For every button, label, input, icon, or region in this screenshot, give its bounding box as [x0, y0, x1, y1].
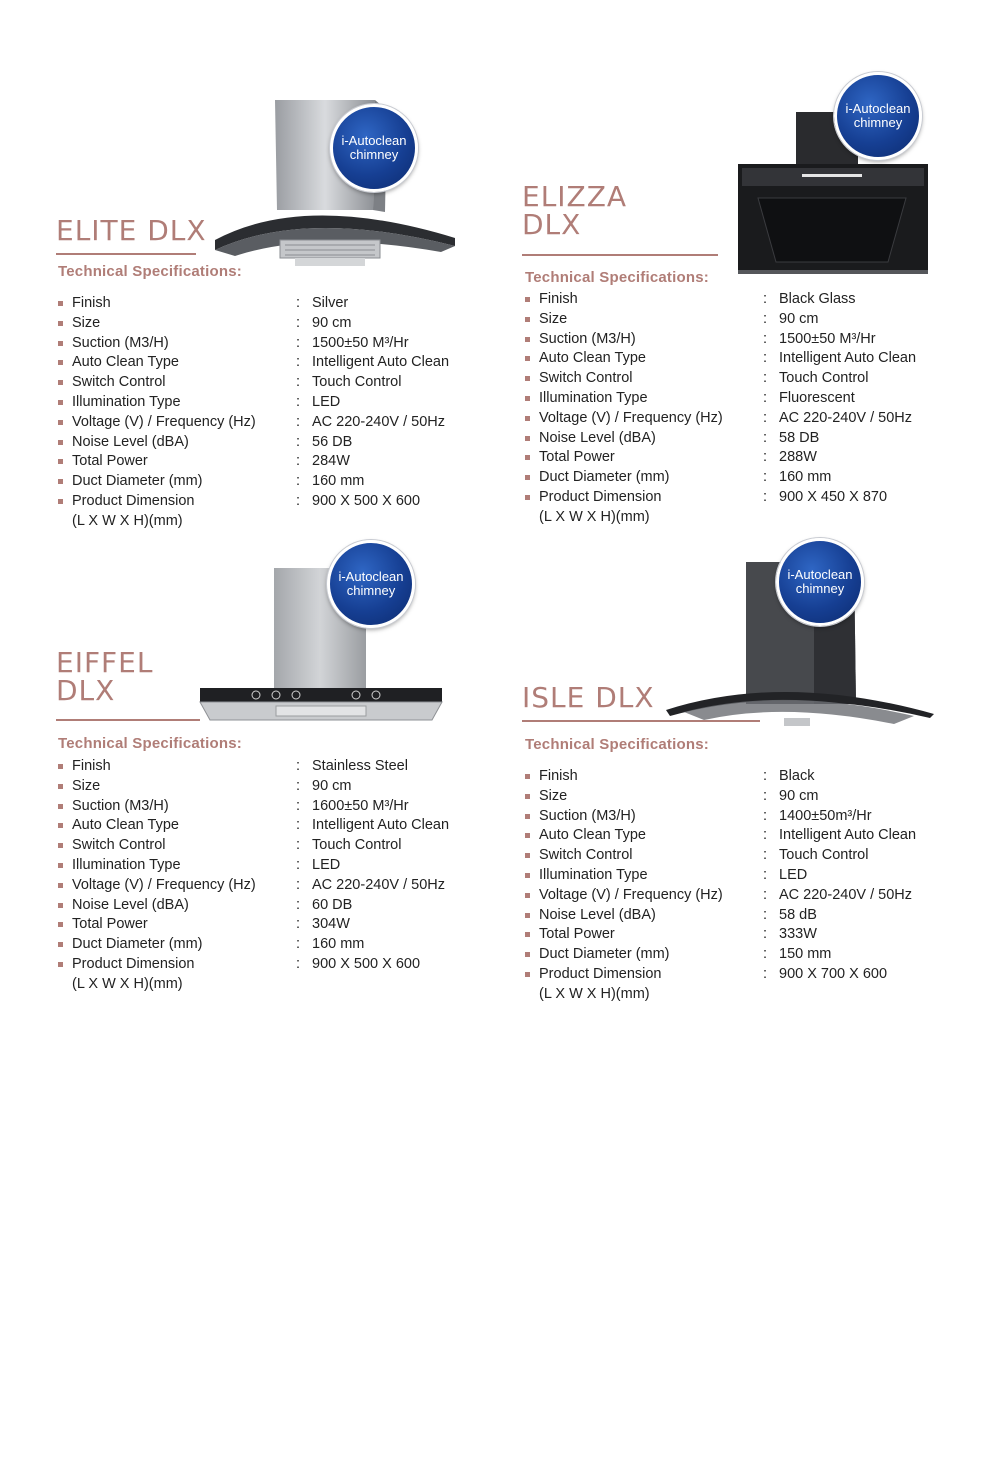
- spec-list: [58, 757, 518, 996]
- spec-colon: :: [763, 965, 768, 982]
- spec-label: Product Dimension: [72, 492, 195, 509]
- product-elite-dlx: [0, 0, 500, 540]
- spec-label: Auto Clean Type: [72, 817, 179, 834]
- spec-label: Noise Level (dBA): [539, 906, 656, 923]
- spec-row: [58, 452, 518, 472]
- spec-label: Product Dimension: [539, 965, 662, 982]
- autoclean-badge: [327, 540, 415, 628]
- spec-label: Finish: [539, 768, 578, 784]
- spec-row: [525, 349, 985, 369]
- spec-colon: :: [296, 374, 301, 391]
- spec-value: 333W: [779, 926, 817, 943]
- spec-colon: :: [296, 777, 301, 794]
- bullet-icon: [525, 337, 530, 342]
- spec-colon: :: [763, 310, 768, 327]
- bullet-icon: [525, 774, 530, 779]
- spec-colon: :: [296, 354, 301, 371]
- spec-colon: :: [296, 334, 301, 351]
- spec-row: [58, 757, 518, 777]
- spec-label: Product Dimension: [72, 955, 195, 972]
- bullet-icon: [525, 495, 530, 500]
- bullet-icon: [525, 794, 530, 799]
- spec-label: Product Dimension: [539, 488, 662, 505]
- spec-value: 1600±50 M³/Hr: [312, 797, 409, 814]
- spec-value: 60 DB: [312, 896, 353, 913]
- spec-row: [525, 965, 985, 1006]
- bullet-icon: [525, 932, 530, 937]
- spec-label: Suction (M3/H): [539, 807, 636, 824]
- bullet-icon: [525, 356, 530, 361]
- autoclean-badge: [834, 72, 922, 160]
- spec-colon: :: [296, 433, 301, 450]
- product-title: [56, 646, 154, 707]
- spec-value: 288W: [779, 449, 817, 466]
- spec-row: [58, 294, 518, 314]
- spec-value: 900 X 500 X 600: [312, 955, 421, 972]
- spec-colon: :: [296, 837, 301, 854]
- spec-label: Illumination Type: [72, 856, 181, 873]
- spec-label-sub: (L X W X H)(mm): [539, 508, 650, 525]
- spec-value: 58 dB: [779, 906, 817, 923]
- spec-row: [525, 945, 985, 965]
- spec-label: Size: [539, 310, 568, 327]
- spec-row: [525, 389, 985, 409]
- spec-value: Fluorescent: [779, 389, 855, 406]
- spec-colon: :: [763, 847, 768, 864]
- spec-value: 1400±50m³/Hr: [779, 807, 872, 824]
- bullet-icon: [58, 883, 63, 888]
- spec-value: 1500±50 M³/Hr: [312, 334, 409, 351]
- spec-label: Size: [72, 777, 101, 794]
- spec-colon: :: [763, 488, 768, 505]
- spec-value: Touch Control: [779, 370, 869, 387]
- spec-colon: :: [763, 807, 768, 824]
- spec-colon: :: [763, 827, 768, 844]
- spec-row: [525, 925, 985, 945]
- spec-colon: :: [296, 393, 301, 410]
- spec-value: 56 DB: [312, 433, 353, 450]
- product-title: [522, 681, 655, 714]
- spec-colon: :: [296, 758, 301, 774]
- spec-colon: :: [763, 449, 768, 466]
- spec-value: Intelligent Auto Clean: [312, 354, 450, 371]
- spec-label: Voltage (V) / Frequency (Hz): [539, 886, 723, 903]
- spec-row: [58, 797, 518, 817]
- spec-label: Auto Clean Type: [539, 827, 646, 844]
- bullet-icon: [525, 396, 530, 401]
- spec-label: Illumination Type: [539, 866, 648, 883]
- spec-value: 90 cm: [779, 787, 819, 804]
- product-elizza-dlx: [500, 0, 1000, 540]
- spec-label: Finish: [539, 291, 578, 307]
- badge-line-1: i-Autoclean: [341, 133, 407, 148]
- spec-value: Touch Control: [779, 847, 869, 864]
- specs-heading: Technical Specifications:: [525, 736, 709, 753]
- bullet-icon: [58, 380, 63, 385]
- specs-heading: Technical Specifications:: [58, 735, 242, 752]
- spec-colon: :: [763, 906, 768, 923]
- spec-label: Auto Clean Type: [72, 354, 179, 371]
- spec-value: LED: [312, 393, 341, 410]
- spec-value: 90 cm: [779, 310, 819, 327]
- spec-row: [525, 826, 985, 846]
- spec-row: [58, 492, 518, 533]
- spec-colon: :: [763, 409, 768, 426]
- bullet-icon: [58, 863, 63, 868]
- product-title: [56, 214, 207, 247]
- spec-row: [58, 334, 518, 354]
- spec-row: [525, 767, 985, 787]
- spec-value: Intelligent Auto Clean: [779, 350, 917, 367]
- spec-row: [525, 310, 985, 330]
- spec-row: [525, 906, 985, 926]
- product-title: [522, 180, 628, 241]
- bullet-icon: [58, 360, 63, 365]
- bullet-icon: [525, 893, 530, 898]
- bullet-icon: [525, 972, 530, 977]
- bullet-icon: [525, 376, 530, 381]
- bullet-icon: [525, 317, 530, 322]
- spec-value: Black Glass: [779, 291, 856, 307]
- autoclean-badge: [776, 538, 864, 626]
- spec-label: Total Power: [539, 926, 615, 943]
- spec-colon: :: [763, 370, 768, 387]
- spec-label: Duct Diameter (mm): [72, 936, 203, 953]
- product-title-line: ELITE DLX: [56, 214, 207, 247]
- spec-row: [525, 866, 985, 886]
- spec-colon: :: [296, 473, 301, 490]
- product-isle-dlx: [500, 540, 1000, 1010]
- spec-value: LED: [312, 856, 341, 873]
- spec-row: [525, 807, 985, 827]
- spec-value: AC 220-240V / 50Hz: [779, 409, 912, 426]
- spec-label: Total Power: [72, 916, 148, 933]
- spec-label: Voltage (V) / Frequency (Hz): [72, 413, 256, 430]
- spec-row: [525, 290, 985, 310]
- spec-row: [525, 468, 985, 488]
- spec-label: Switch Control: [539, 847, 633, 864]
- bullet-icon: [58, 321, 63, 326]
- spec-row: [58, 876, 518, 896]
- title-underline: [56, 719, 200, 721]
- spec-colon: :: [763, 429, 768, 446]
- spec-label: Total Power: [72, 453, 148, 470]
- spec-colon: :: [763, 866, 768, 883]
- bullet-icon: [58, 942, 63, 947]
- spec-value: 150 mm: [779, 946, 832, 963]
- spec-label: Noise Level (dBA): [72, 433, 189, 450]
- title-underline: [56, 253, 196, 255]
- spec-colon: :: [763, 787, 768, 804]
- spec-label: Noise Level (dBA): [539, 429, 656, 446]
- spec-label: Auto Clean Type: [539, 350, 646, 367]
- spec-colon: :: [296, 413, 301, 430]
- spec-row: [58, 314, 518, 334]
- badge-line-2: chimney: [349, 147, 399, 162]
- spec-colon: :: [296, 856, 301, 873]
- title-underline: [522, 254, 718, 256]
- spec-row: [58, 856, 518, 876]
- spec-colon: :: [763, 946, 768, 963]
- bullet-icon: [58, 499, 63, 504]
- spec-colon: :: [296, 492, 301, 509]
- bullet-icon: [58, 400, 63, 405]
- product-title-line: ELIZZA: [522, 180, 628, 213]
- spec-row: [58, 955, 518, 996]
- spec-label: Illumination Type: [72, 393, 181, 410]
- spec-row: [58, 836, 518, 856]
- spec-row: [525, 787, 985, 807]
- spec-value: 900 X 700 X 600: [779, 965, 888, 982]
- spec-colon: :: [763, 886, 768, 903]
- spec-value: 900 X 500 X 600: [312, 492, 421, 509]
- spec-label: Switch Control: [72, 374, 166, 391]
- spec-colon: :: [296, 295, 301, 311]
- bullet-icon: [525, 297, 530, 302]
- spec-row: [58, 935, 518, 955]
- spec-value: Silver: [312, 295, 349, 311]
- bullet-icon: [525, 436, 530, 441]
- spec-colon: :: [296, 916, 301, 933]
- spec-label: Voltage (V) / Frequency (Hz): [539, 409, 723, 426]
- product-eiffel-dlx: [0, 540, 500, 1010]
- spec-row: [58, 373, 518, 393]
- bullet-icon: [525, 416, 530, 421]
- spec-label: Switch Control: [72, 837, 166, 854]
- autoclean-badge: [330, 104, 418, 192]
- badge-line-2: chimney: [795, 581, 845, 596]
- spec-colon: :: [296, 896, 301, 913]
- spec-list: [525, 290, 985, 529]
- spec-value: AC 220-240V / 50Hz: [312, 876, 445, 893]
- specs-heading: Technical Specifications:: [58, 263, 242, 280]
- badge-line-2: chimney: [853, 115, 903, 130]
- spec-row: [58, 433, 518, 453]
- spec-label: Suction (M3/H): [72, 797, 169, 814]
- spec-colon: :: [763, 389, 768, 406]
- spec-value: LED: [779, 866, 808, 883]
- spec-label-sub: (L X W X H)(mm): [72, 975, 183, 992]
- bullet-icon: [525, 873, 530, 878]
- spec-label: Finish: [72, 758, 111, 774]
- spec-list: [525, 767, 985, 1006]
- spec-value: Intelligent Auto Clean: [312, 817, 450, 834]
- spec-row: [58, 816, 518, 836]
- spec-row: [525, 409, 985, 429]
- spec-label: Total Power: [539, 449, 615, 466]
- product-title-line: EIFFEL: [56, 646, 154, 679]
- bullet-icon: [58, 962, 63, 967]
- bullet-icon: [58, 440, 63, 445]
- badge-line-2: chimney: [346, 583, 396, 598]
- spec-row: [58, 777, 518, 797]
- specs-heading: Technical Specifications:: [525, 269, 709, 286]
- spec-label: Voltage (V) / Frequency (Hz): [72, 876, 256, 893]
- bullet-icon: [58, 784, 63, 789]
- spec-colon: :: [296, 314, 301, 331]
- spec-label: Duct Diameter (mm): [72, 473, 203, 490]
- spec-row: [58, 393, 518, 413]
- title-underline: [522, 720, 760, 722]
- spec-value: 900 X 450 X 870: [779, 488, 888, 505]
- spec-value: AC 220-240V / 50Hz: [779, 886, 912, 903]
- bullet-icon: [58, 823, 63, 828]
- spec-row: [525, 448, 985, 468]
- bullet-icon: [525, 952, 530, 957]
- spec-label: Duct Diameter (mm): [539, 469, 670, 486]
- spec-colon: :: [296, 876, 301, 893]
- spec-value: 160 mm: [312, 936, 365, 953]
- spec-label: Illumination Type: [539, 389, 648, 406]
- spec-colon: :: [296, 817, 301, 834]
- spec-label: Size: [72, 314, 101, 331]
- bullet-icon: [58, 341, 63, 346]
- spec-colon: :: [763, 350, 768, 367]
- spec-value: Touch Control: [312, 374, 402, 391]
- spec-label: Suction (M3/H): [539, 330, 636, 347]
- bullet-icon: [525, 853, 530, 858]
- bullet-icon: [525, 833, 530, 838]
- spec-value: Touch Control: [312, 837, 402, 854]
- bullet-icon: [525, 913, 530, 918]
- spec-colon: :: [296, 797, 301, 814]
- spec-row: [58, 413, 518, 433]
- bullet-icon: [58, 479, 63, 484]
- product-title-line: DLX: [56, 674, 116, 707]
- spec-value: 58 DB: [779, 429, 820, 446]
- spec-colon: :: [763, 768, 768, 784]
- spec-label: Noise Level (dBA): [72, 896, 189, 913]
- product-title-line: ISLE DLX: [522, 681, 655, 714]
- spec-row: [58, 472, 518, 492]
- spec-colon: :: [763, 926, 768, 943]
- bullet-icon: [525, 455, 530, 460]
- spec-row: [525, 429, 985, 449]
- spec-value: 160 mm: [312, 473, 365, 490]
- badge-line-1: i-Autoclean: [338, 569, 404, 584]
- badge-line-1: i-Autoclean: [787, 567, 853, 582]
- spec-colon: :: [296, 936, 301, 953]
- spec-row: [58, 915, 518, 935]
- spec-value: 90 cm: [312, 314, 352, 331]
- spec-value: Black: [779, 768, 815, 784]
- spec-row: [525, 330, 985, 350]
- spec-label-sub: (L X W X H)(mm): [72, 512, 183, 529]
- spec-value: 304W: [312, 916, 350, 933]
- spec-row: [525, 886, 985, 906]
- spec-label-sub: (L X W X H)(mm): [539, 985, 650, 1002]
- spec-colon: :: [763, 330, 768, 347]
- bullet-icon: [58, 903, 63, 908]
- spec-row: [525, 369, 985, 389]
- spec-value: AC 220-240V / 50Hz: [312, 413, 445, 430]
- spec-colon: :: [763, 469, 768, 486]
- product-title-line: DLX: [522, 208, 582, 241]
- spec-row: [525, 488, 985, 529]
- spec-value: Stainless Steel: [312, 758, 408, 774]
- spec-value: 1500±50 M³/Hr: [779, 330, 876, 347]
- bullet-icon: [525, 814, 530, 819]
- bullet-icon: [58, 420, 63, 425]
- spec-value: 90 cm: [312, 777, 352, 794]
- bullet-icon: [58, 804, 63, 809]
- bullet-icon: [58, 459, 63, 464]
- spec-list: [58, 294, 518, 533]
- bullet-icon: [58, 764, 63, 769]
- spec-value: 160 mm: [779, 469, 832, 486]
- spec-value: 284W: [312, 453, 350, 470]
- bullet-icon: [58, 922, 63, 927]
- spec-label: Switch Control: [539, 370, 633, 387]
- spec-label: Size: [539, 787, 568, 804]
- spec-row: [58, 896, 518, 916]
- spec-row: [525, 846, 985, 866]
- spec-colon: :: [296, 955, 301, 972]
- spec-value: Intelligent Auto Clean: [779, 827, 917, 844]
- bullet-icon: [525, 475, 530, 480]
- spec-row: [58, 353, 518, 373]
- spec-label: Suction (M3/H): [72, 334, 169, 351]
- spec-colon: :: [296, 453, 301, 470]
- spec-label: Finish: [72, 295, 111, 311]
- badge-line-1: i-Autoclean: [845, 101, 911, 116]
- bullet-icon: [58, 301, 63, 306]
- bullet-icon: [58, 843, 63, 848]
- spec-label: Duct Diameter (mm): [539, 946, 670, 963]
- spec-colon: :: [763, 291, 768, 307]
